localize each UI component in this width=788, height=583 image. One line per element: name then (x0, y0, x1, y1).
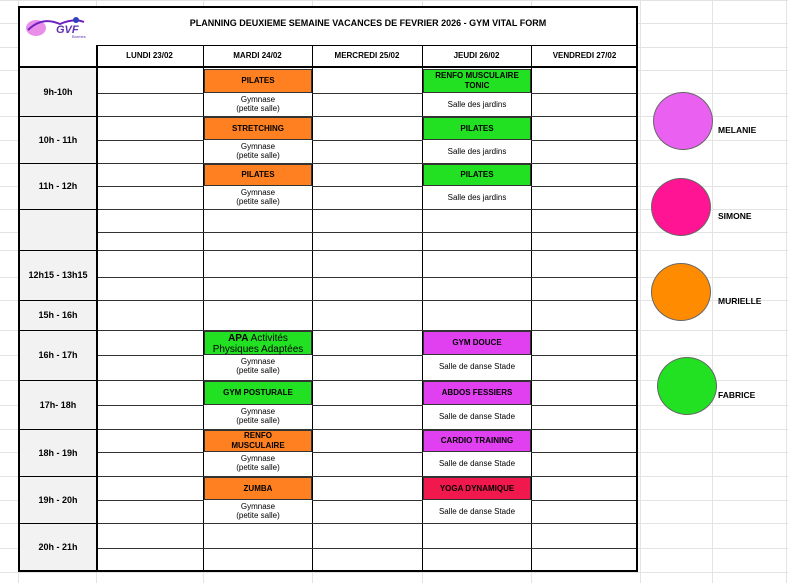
class-name: CARDIO TRAINING (440, 436, 514, 445)
legend-name: FABRICE (718, 390, 756, 400)
day-row-line (98, 232, 636, 233)
sheet-gridline-v (712, 0, 713, 583)
class-cell-thursday[interactable] (423, 117, 531, 140)
logo-text: GVF (56, 24, 79, 36)
class-location: Gymnase (petite salle) (204, 355, 312, 377)
legend-name: SIMONE (718, 211, 752, 221)
class-cell-thursday[interactable] (423, 164, 531, 186)
legend-name: MELANIE (718, 125, 757, 135)
day-row-line (98, 548, 636, 549)
class-name: PILATES (241, 170, 275, 179)
day-row-line (98, 209, 636, 210)
class-name: ABDOS FESSIERS (441, 388, 513, 397)
class-name: RENFO MUSCULAIRE TONIC (435, 71, 519, 90)
legend-color-circle (657, 357, 717, 415)
day-row-line (98, 300, 636, 301)
class-cell-tuesday[interactable] (204, 331, 312, 355)
class-name: PILATES (241, 76, 275, 85)
class-cell-tuesday[interactable] (204, 69, 312, 93)
planning-title: PLANNING DEUXIEME SEMAINE VACANCES DE FEVRIER 2026 - GYM VITAL FORM (189, 18, 547, 28)
class-location: Salle de danse Stade (423, 405, 531, 427)
class-cell-thursday[interactable] (423, 477, 531, 500)
class-cell-tuesday[interactable] (204, 430, 312, 452)
time-slot-label: 20h - 21h (38, 541, 78, 552)
class-name: ZUMBA (243, 483, 273, 493)
day-row-line (98, 452, 636, 453)
class-name: PILATES (460, 123, 494, 133)
class-name: RENFO MUSCULAIRE (231, 431, 285, 450)
time-slot-label: 17h- 18h (39, 399, 77, 410)
day-header: MERCREDI 25/02 (334, 51, 400, 60)
day-row-line (98, 93, 636, 94)
sheet-gridline-h (0, 572, 788, 573)
legend-color-circle (653, 92, 713, 150)
class-location: Gymnase (petite salle) (204, 140, 312, 162)
time-row-line (18, 570, 96, 571)
time-slot-label: 16h - 17h (38, 350, 78, 360)
table-frame (18, 6, 638, 572)
class-location: Gymnase (petite salle) (204, 405, 312, 427)
class-location: Gymnase (petite salle) (204, 186, 312, 208)
logo-subtitle: Bormes (72, 34, 86, 39)
sheet-gridline-v (640, 0, 641, 583)
class-name: STRETCHING (232, 123, 284, 133)
sheet-gridline-h (0, 0, 788, 1)
class-location: Salle de danse Stade (423, 452, 531, 474)
day-row-line (98, 250, 636, 251)
time-slot-label: 18h - 19h (38, 447, 78, 458)
time-col-line (96, 45, 98, 572)
time-slot-label (20, 209, 96, 250)
class-name: PILATES (460, 170, 494, 179)
day-header: MARDI 24/02 (233, 51, 282, 60)
day-row-line (98, 163, 636, 164)
class-name-detail: Activités Physiques Adaptées (212, 333, 304, 355)
class-location: Salle de danse Stade (423, 355, 531, 377)
day-row-line (98, 140, 636, 141)
class-cell-thursday[interactable] (423, 430, 531, 452)
class-location: Salle des jardins (423, 186, 531, 208)
class-location: Gymnase (petite salle) (204, 452, 312, 474)
day-row-line (98, 330, 636, 331)
day-col-line (531, 45, 532, 572)
day-col-line (312, 45, 313, 572)
class-cell-tuesday[interactable] (204, 117, 312, 140)
time-slot-label: 19h - 20h (38, 494, 78, 505)
day-row-line (98, 523, 636, 524)
class-name: GYM POSTURALE (223, 388, 293, 397)
time-slot-label: 15h - 16h (38, 310, 78, 320)
day-row-line (98, 476, 636, 477)
day-row-line (98, 355, 636, 356)
time-slot-label: 12h15 - 13h15 (28, 270, 88, 280)
class-location: Salle des jardins (423, 140, 531, 162)
day-row-line (98, 277, 636, 278)
sheet-gridline-v (786, 0, 787, 583)
day-row-line (98, 405, 636, 406)
class-location: Gymnase (petite salle) (204, 500, 312, 522)
day-row-line (98, 380, 636, 381)
days-bottom-line (18, 66, 638, 68)
time-slot-label: 9h-10h (43, 87, 73, 97)
class-cell-thursday[interactable] (423, 381, 531, 405)
class-name: APA (228, 333, 249, 344)
class-name: GYM DOUCE (452, 338, 502, 347)
day-row-line (98, 500, 636, 501)
legend-name: MURIELLE (718, 296, 762, 306)
class-cell-tuesday[interactable] (204, 164, 312, 186)
time-slot-label: 11h - 12h (38, 181, 78, 191)
day-row-line (98, 429, 636, 430)
day-header: JEUDI 26/02 (453, 51, 500, 60)
class-cell-thursday[interactable] (423, 69, 531, 93)
time-slot-label: 10h - 11h (38, 134, 78, 145)
class-location: Gymnase (petite salle) (204, 93, 312, 115)
day-header: LUNDI 23/02 (126, 51, 173, 60)
legend-color-circle (651, 178, 711, 236)
class-location: Salle des jardins (423, 93, 531, 115)
class-cell-tuesday[interactable] (204, 477, 312, 500)
class-cell-tuesday[interactable] (204, 381, 312, 405)
day-row-line (98, 186, 636, 187)
day-row-line (98, 116, 636, 117)
day-header: VENDREDI 27/02 (552, 51, 617, 60)
class-cell-thursday[interactable] (423, 331, 531, 355)
logo (22, 10, 92, 42)
legend-color-circle (651, 263, 711, 321)
class-name: YOGA DYNAMIQUE (439, 483, 515, 493)
class-location: Salle de danse Stade (423, 500, 531, 522)
